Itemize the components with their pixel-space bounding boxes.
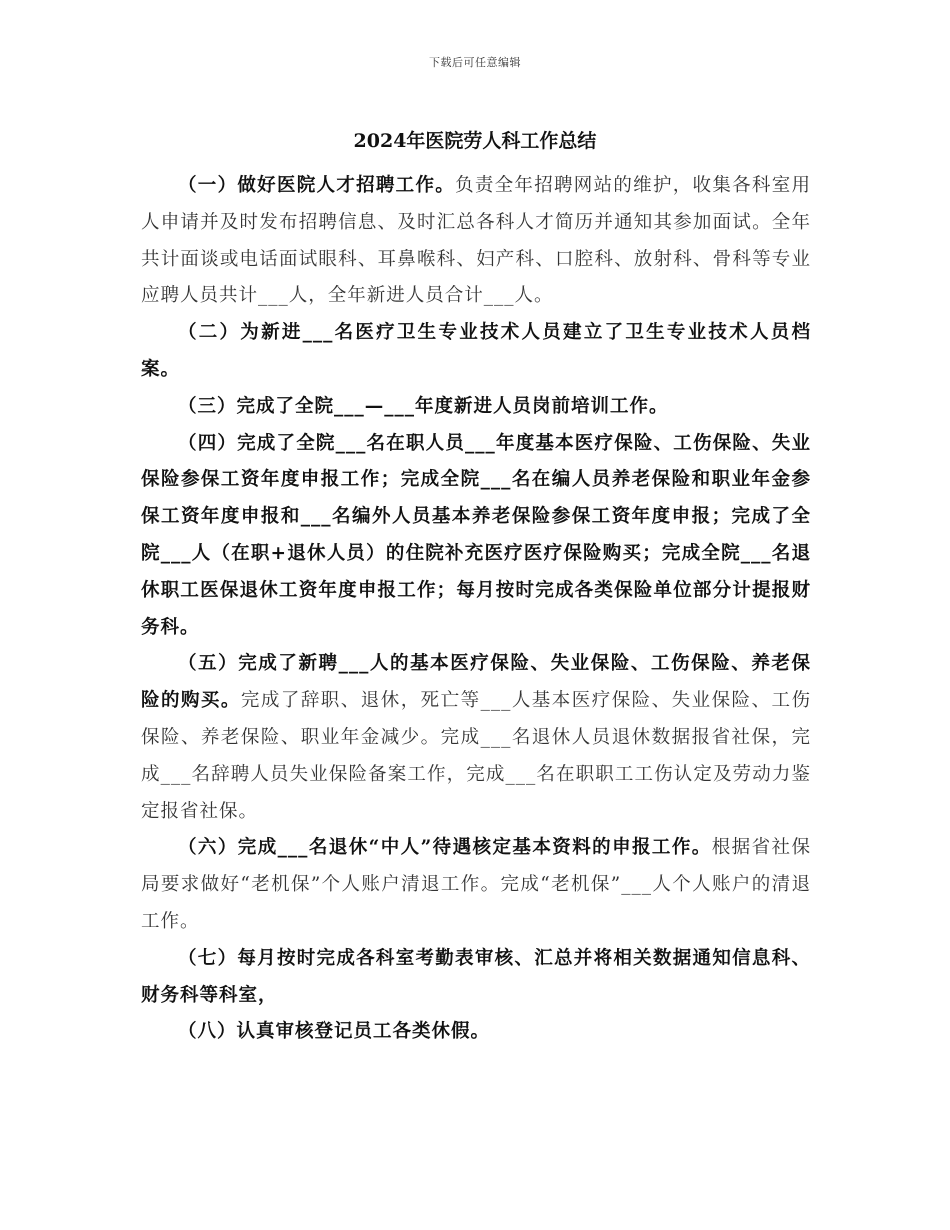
paragraph-heading: （七）每月按时完成各科室考勤表审核、汇总并将相关数据通知信息科、财务科等科室， (141, 947, 811, 1006)
paragraph-heading: （八）认真审核登记员工各类休假。 (178, 1021, 491, 1043)
paragraph-8 (141, 1014, 811, 1051)
paragraph-6 (141, 830, 811, 940)
paragraph-text: 完成了辞职、退休，死亡等___人基本医疗保险、失业保险、工伤保险、养老保险、职业年金减少。完成___名退休人员退休数据报省社保，完成___名辞聘人员失业保险备案工作，完成___名在职职工工伤认定及劳动力鉴定报省社保。 (141, 690, 811, 822)
document-body (141, 168, 811, 1051)
paragraph-heading: （二）为新进___名医疗卫生专业技术人员建立了卫生专业技术人员档案。 (141, 322, 811, 380)
paragraph-7 (141, 941, 811, 1015)
paragraph-heading: （六）完成___名退休“中人”待遇核定基本资料的申报工作。 (178, 837, 712, 859)
paragraph-heading: （三）完成了全院___—___年度新进人员岗前培训工作。 (178, 395, 669, 417)
paragraph-2 (141, 315, 811, 389)
paragraph-3 (141, 389, 811, 426)
paragraph-4 (141, 426, 811, 647)
paragraph-text: 根据省社保局要求做好“老机保”个人账户清退工作。完成“老机保”___人个人账户的清退工作。 (141, 837, 811, 932)
paragraph-heading: （五）完成了新聘___人的基本医疗保险、失业保险、工伤保险、养老保险的购买。 (141, 653, 811, 712)
paragraph-text: 负责全年招聘网站的维护，收集各科室用人申请并及时发布招聘信息、及时汇总各科人才简历并通知其参加面试。全年共计面谈或电话面试眼科、耳鼻喉科、妇产科、口腔科、放射科、骨科等专业应聘人员共计___人，全年新进人员合计___人。 (141, 175, 811, 307)
paragraph-5 (141, 646, 811, 830)
paragraph-heading: （一）做好医院人才招聘工作。 (178, 175, 456, 196)
paragraph-1 (141, 168, 811, 315)
page-header-note: 下载后可任意编辑 (429, 56, 521, 69)
paragraph-heading: （四）完成了全院___名在职人员___年度基本医疗保险、工伤保险、失业保险参保工资年度申报工作；完成全院___名在编人员养老保险和职业年金参保工资年度申报和___名编外人员基本养老保险参保工资年度申报；完成了全院___人（在职+退休人员）的住院补充医疗医疗保险购买；完成全院___名退休职工医保退休工资年度申报工作；每月按时完成各类保险单位部分计提报财务科。 (141, 432, 811, 638)
document-title: 2024年医院劳人科工作总结 (353, 130, 597, 152)
